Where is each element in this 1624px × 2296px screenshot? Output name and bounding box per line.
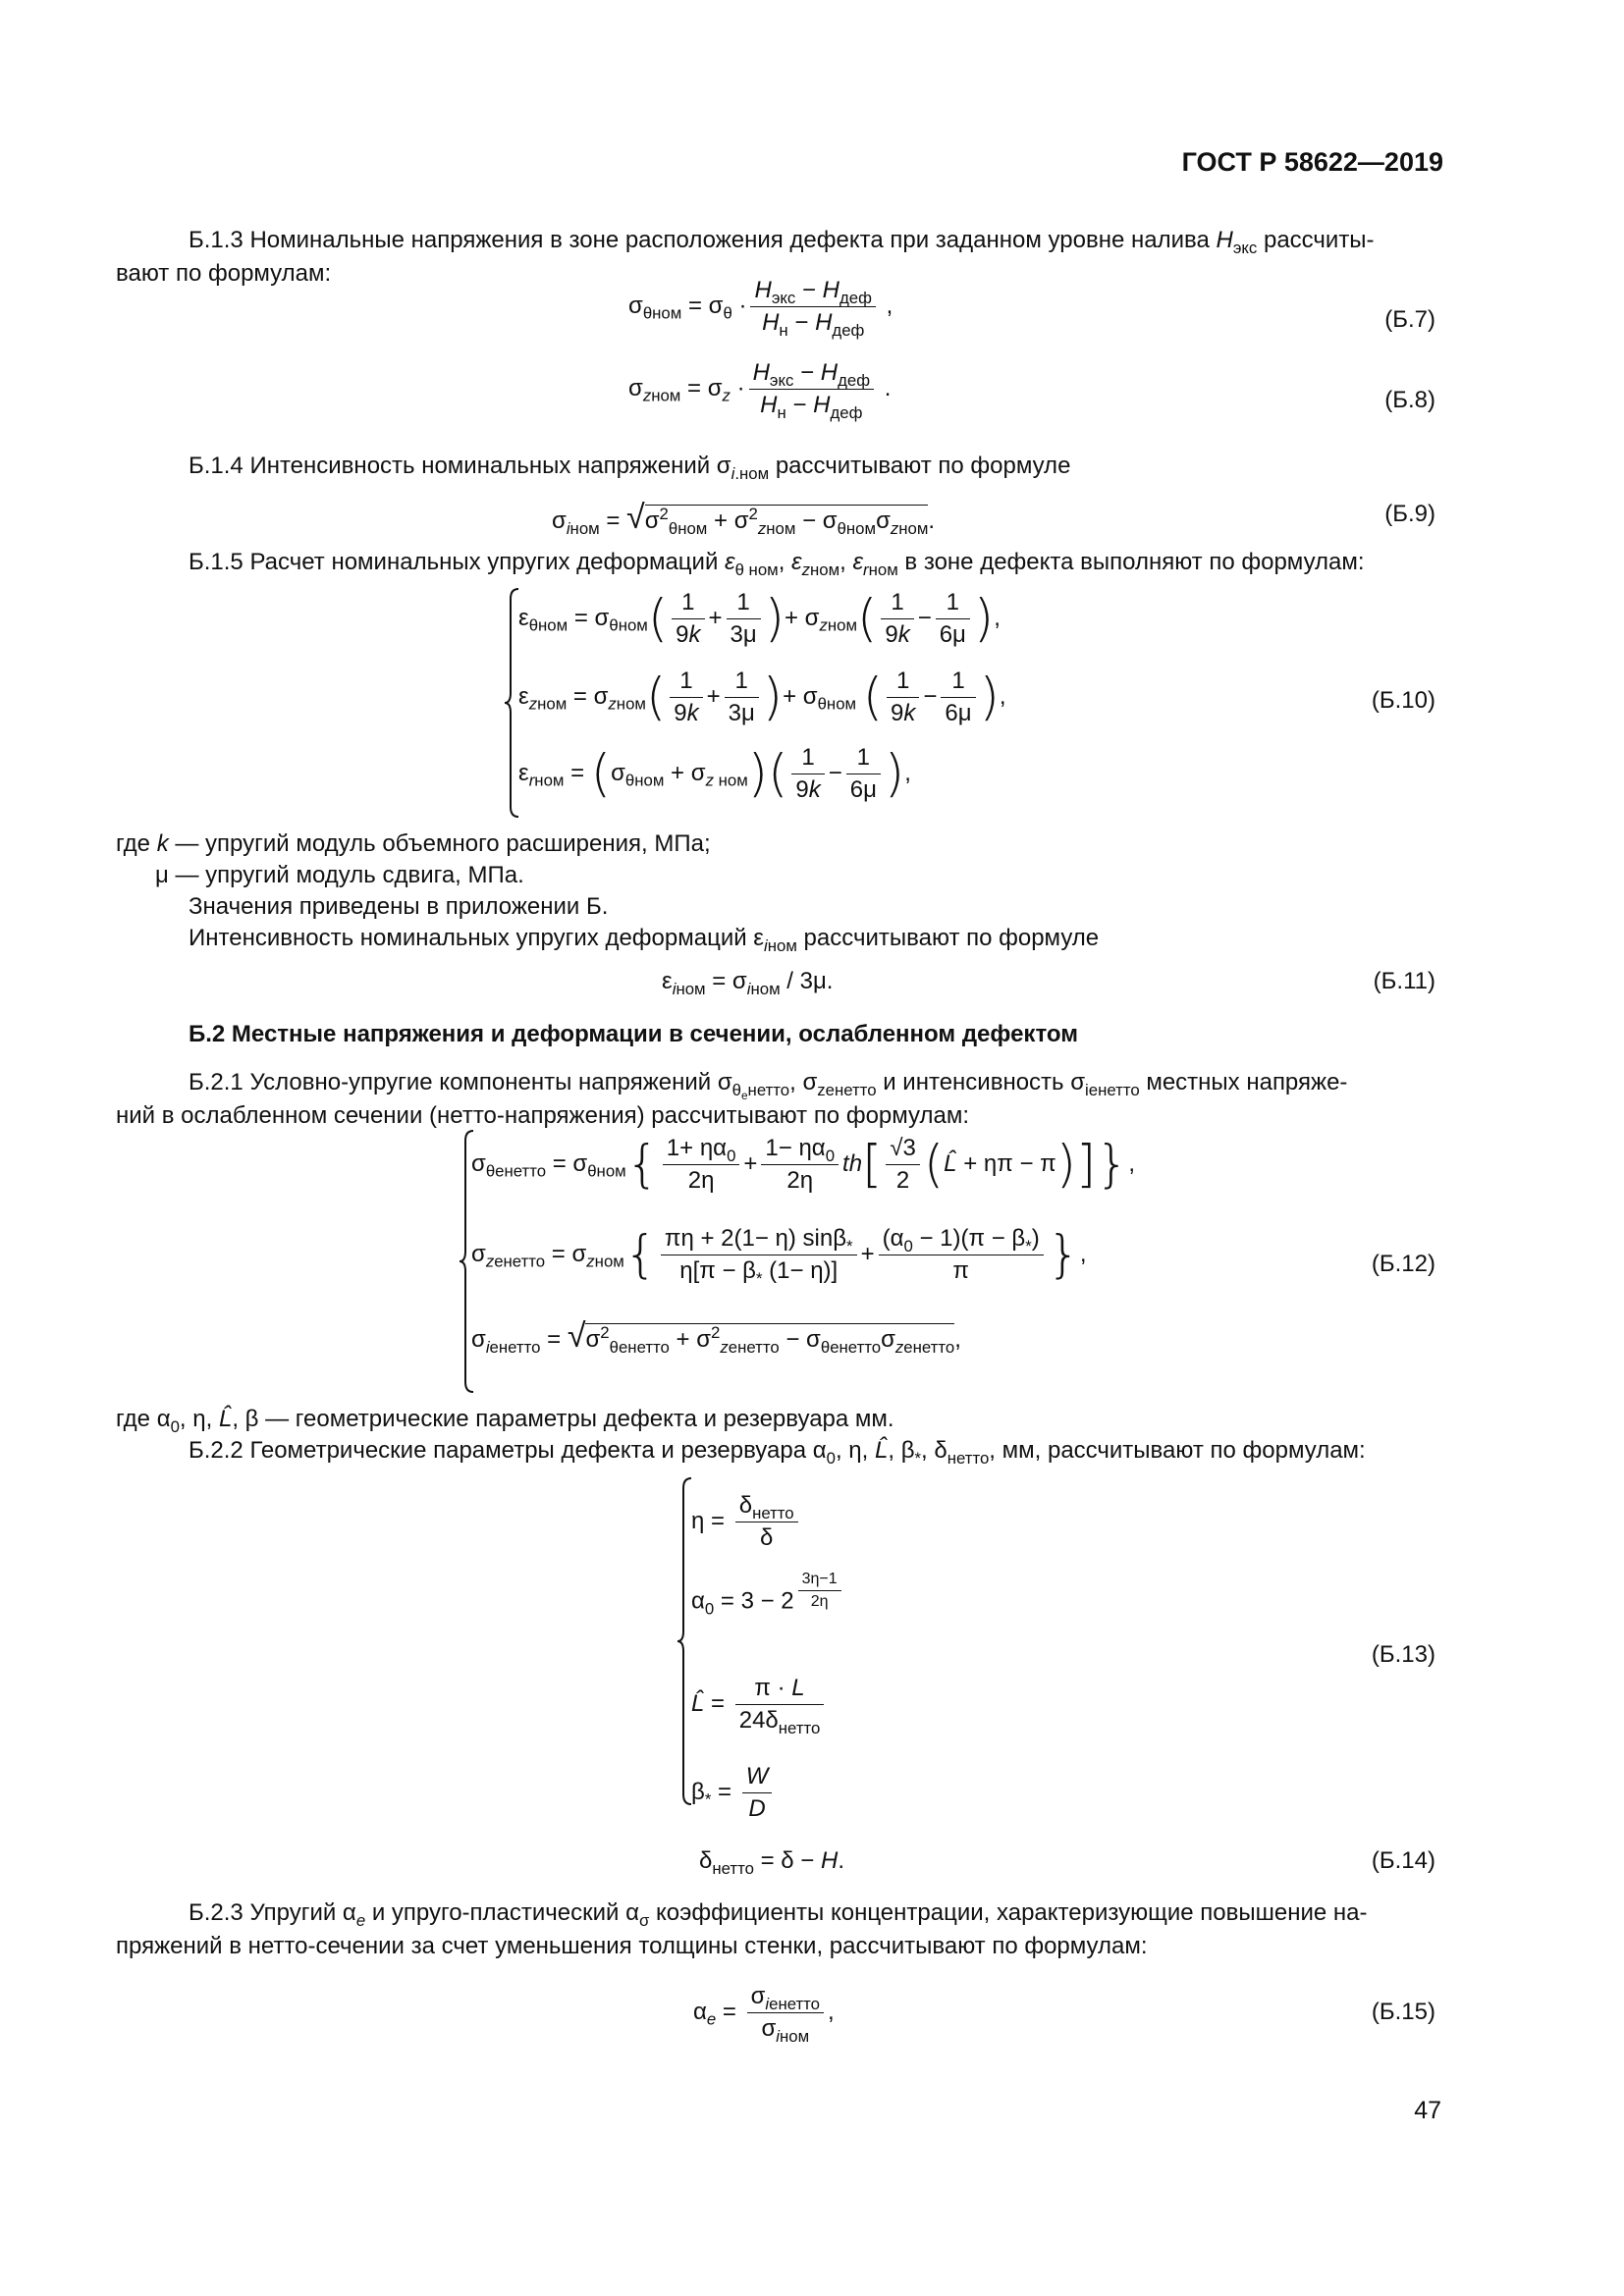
b21-text-a: Б.2.1 Условно-упругие компоненты напряжений σ (189, 1069, 732, 1095)
paragraph-b14: Б.1.4 Интенсивность номинальных напряжений $\sigma_{i.ном}$ рассчитывают по формуле (189, 453, 1071, 483)
b23-text-a: Б.2.3 Упругий α (189, 1899, 356, 1926)
intensity-def-a: Интенсивность номинальных упругих деформаций ε (189, 925, 765, 951)
b22-text-a: Б.2.2 Геометрические параметры дефекта и резервуара α (189, 1437, 827, 1464)
eq-number-b13: (Б.13) (1371, 1641, 1435, 1668)
where-mu: μ — упругий модуль сдвига, МПа. (155, 862, 524, 888)
where-k-text: — упругий модуль объемного расширения, МПа; (175, 830, 711, 857)
intensity-def-b: рассчитывают по формуле (796, 925, 1100, 951)
formula-b8: $\sigma_{zном} = \sigma_z$ · $\frac{H_{экс} - H_{деф}}{H_н - H_{деф}}$ . (628, 359, 892, 422)
section-title-b2: Б.2 Местные напряжения и деформации в сечении, ослабленном дефектом (189, 1021, 1078, 1047)
b13-text-c: вают по формулам: (116, 260, 332, 287)
formula-b9: $\sigma_{iном} = √\sigma^2_{\theta ном} + \sigma^2_{zном} - \sigma_{\theta ном}\sigma_{zном}$. (552, 499, 936, 538)
formula-b13-beta: $\beta_*$ = $\frac{W}{D}$ (691, 1763, 776, 1823)
b21-text-b: и интенсивность σ (876, 1069, 1086, 1095)
b23-text-b: и упруго-пластический α (365, 1899, 639, 1926)
where-geom: где $\alpha_0$, η, L̂, β — геометрические параметры дефекта и резервуара мм. (116, 1406, 894, 1436)
formula-b12-line3: $\sigma_{iенетто} = √\sigma^2_{\theta енетто} + \sigma^2_{zенетто} - \sigma_{\theta енетто}\sigma_{zенетто}$, (471, 1317, 961, 1357)
eq-number-b14: (Б.14) (1371, 1847, 1435, 1874)
b14-text-a: Б.1.4 Интенсивность номинальных напряжений σ (189, 453, 731, 479)
b23-text-d: пряжений в нетто-сечении за счет уменьшения толщины стенки, рассчитывают по формулам: (116, 1933, 1148, 1959)
b22-text-b: , мм, рассчитывают по формулам: (989, 1437, 1366, 1464)
b23-text-c: коэффициенты концентрации, характеризующие повышение на- (649, 1899, 1368, 1926)
formula-b15: $\alpha_e$ = $\frac{\sigma_{iенетто}}{\sigma_{iном}}$ , (693, 1983, 835, 2046)
paragraph-b15: Б.1.5 Расчет номинальных упругих деформаций $\varepsilon_{\theta ном}$, $\varepsilon_{zном}$, $\varepsilon_{rном}$ в зоне дефекта выполняют по формулам: (189, 549, 1365, 579)
eq-number-b9: (Б.9) (1384, 501, 1435, 527)
eq-number-b8: (Б.8) (1384, 387, 1435, 413)
paragraph-b22: Б.2.2 Геометрические параметры дефекта и резервуара $\alpha_0$, η, L̂, $\beta_*$, $\delta_{нетто}$, мм, рассчитывают по формулам: (189, 1437, 1366, 1468)
paragraph-b13: Б.1.3 Номинальные напряжения в зоне расположения дефекта при заданном уровне налива $H_{экс}$ рассчиты- вают по формулам: (116, 227, 1375, 287)
formula-b11: $\varepsilon_{iном} = \sigma_{iном} / 3\mu$. (662, 968, 834, 998)
formula-b10-line2: $\varepsilon_{zном} = \sigma_{zном}$( $\frac{1}{9k}$ + $\frac{1}{3\mu}$ )+ $\sigma_{\theta ном}$ ( $\frac{1}{9k}$ − $\frac{1}{6\mu}$ ), (518, 667, 1006, 727)
values-note: Значения приведены в приложении Б. (189, 893, 609, 920)
b15-text-b: в зоне дефекта выполняют по формулам: (897, 549, 1365, 575)
b14-text-b: рассчитывают по формуле (769, 453, 1071, 479)
formula-b12-line2: $\sigma_{zенетто} = \sigma_{zном}${ $\frac{\pi\eta + 2(1- \eta) \sin\beta_*}{\eta[\pi - \beta_* (1- \eta)]}$ + $\frac{(\alpha_0 - 1)(\pi - \beta_*)}{\pi}$ }, (471, 1225, 1087, 1288)
eq-number-b10: (Б.10) (1371, 687, 1435, 714)
eq-number-b12: (Б.12) (1371, 1251, 1435, 1277)
standard-header: ГОСТ Р 58622—2019 (1181, 147, 1443, 177)
formula-b7: $\sigma_{\theta ном} = \sigma_\theta$ · $\frac{H_{экс} - H_{деф}}{H_н - H_{деф}}$ , (628, 277, 893, 340)
where-k: где k — упругий модуль объемного расширения, МПа; (116, 830, 711, 857)
where-geom-text: — геометрические параметры дефекта и резервуара мм. (265, 1406, 894, 1432)
paragraph-b21: Б.2.1 Условно-упругие компоненты напряжений $\sigma_{\theta_eнетто}$, $\sigma_{zенетто}$ и интенсивность $\sigma_{iенетто}$ местных напряже- ний в ослабленном сечении (нетто-напряжения) рассчитывают по формулам: (116, 1069, 1348, 1129)
b15-text-a: Б.1.5 Расчет номинальных упругих деформаций (189, 549, 726, 575)
b13-text-b: рассчиты- (1257, 227, 1375, 253)
formula-b13-eta: η = $\frac{\delta_{нетто}}{\delta}$ (691, 1492, 802, 1552)
b21-text-d: ний в ослабленном сечении (нетто-напряжения) рассчитывают по формулам: (116, 1102, 970, 1129)
paragraph-b23: Б.2.3 Упругий $\alpha_e$ и упруго-пластический $\alpha_\sigma$ коэффициенты концентрации, характеризующие повышение на- пряжений в нетто-сечении за счет уменьшения толщины стенки, рассчитывают по формулам: (116, 1899, 1368, 1959)
page-number: 47 (1414, 2097, 1441, 2124)
formula-b12-line1: $\sigma_{\theta енетто} = \sigma_{\theta ном}${ $\frac{1+ \eta\alpha_0}{2\eta}$ + $\frac{1- \eta\alpha_0}{2\eta}$ th[ $\frac{√3}{2}$ (L̂ + ηπ − π)]}, (471, 1135, 1136, 1195)
formula-b13-L: L̂ = $\frac{\pi \cdot L}{24\delta_{нетто}}$ (691, 1675, 828, 1735)
eq-number-b7: (Б.7) (1384, 306, 1435, 333)
formula-b10-line1: $\varepsilon_{\theta ном} = \sigma_{\theta ном}$( $\frac{1}{9k}$ + $\frac{1}{3\mu}$ )+ $\sigma_{zном}$( $\frac{1}{9k}$ − $\frac{1}{6\mu}$ ), (518, 589, 1001, 649)
formula-b14: $\delta_{нетто} = \delta - H$. (699, 1847, 844, 1878)
b21-text-c: местных напряже- (1139, 1069, 1348, 1095)
eq-number-b11: (Б.11) (1373, 968, 1435, 994)
formula-b13-alpha: $\alpha_0 = 3 - 2$ $\frac{3\eta-1}{2\eta}$ (691, 1571, 845, 1616)
formula-b10-line3: $\varepsilon_{rном} = (\sigma_{\theta ном} + \sigma_{z ном})$( $\frac{1}{9k}$ − $\frac{1}{6\mu}$ ), (518, 744, 911, 804)
intensity-def: Интенсивность номинальных упругих деформаций $\varepsilon_{iном}$ рассчитывают по формуле (189, 925, 1100, 955)
b13-text-a: Б.1.3 Номинальные напряжения в зоне расположения дефекта при заданном уровне налива (189, 227, 1217, 253)
eq-number-b15: (Б.15) (1371, 1999, 1435, 2025)
